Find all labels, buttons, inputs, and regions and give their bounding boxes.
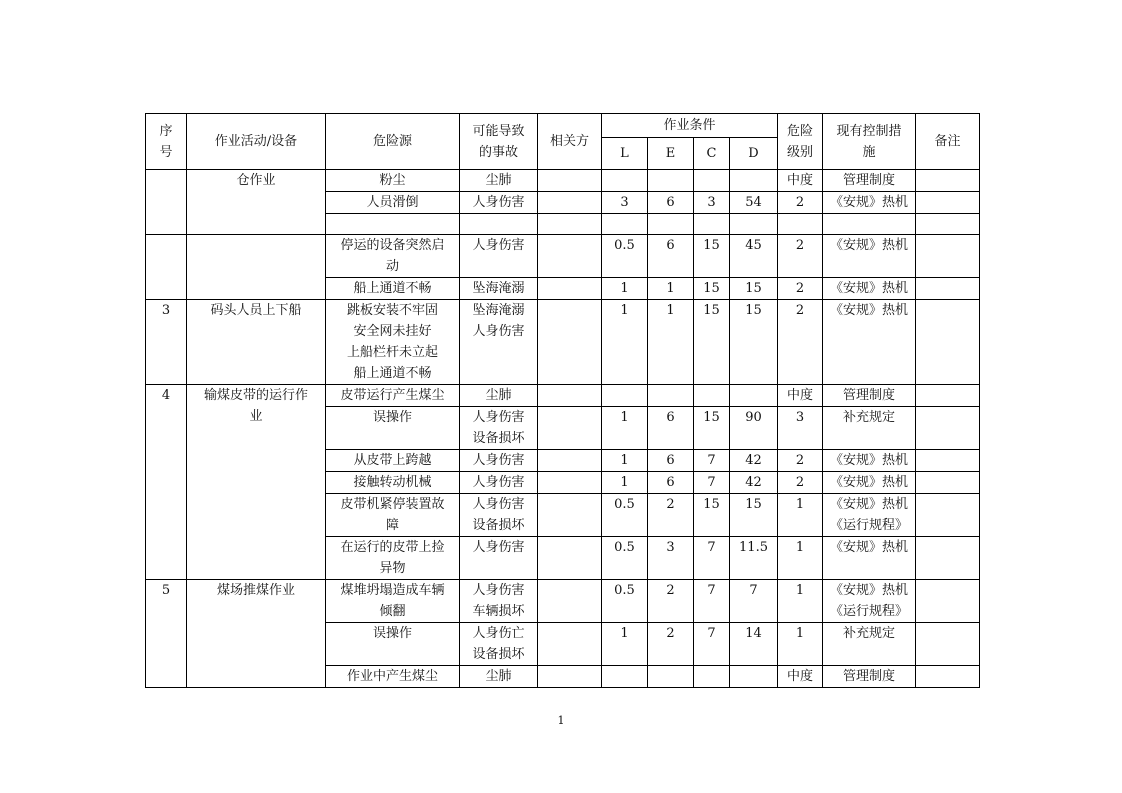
cell-e	[648, 214, 694, 235]
cell-d	[730, 170, 778, 192]
cell-hazard: 作业中产生煤尘	[326, 666, 460, 688]
cell-party	[538, 235, 602, 278]
cell-control: 《安规》热机	[823, 472, 916, 494]
cell-control: 《安规》热机	[823, 235, 916, 278]
cell-control: 《安规》热机	[823, 537, 916, 580]
cell-hazard: 煤堆坍塌造成车辆 倾翻	[326, 580, 460, 623]
cell-remark	[916, 385, 980, 407]
cell-l: 1	[602, 278, 648, 300]
cell-hazard: 从皮带上跨越	[326, 450, 460, 472]
cell-d	[730, 666, 778, 688]
cell-activity: 仓作业	[187, 170, 326, 235]
header-seq: 序 号	[146, 114, 187, 170]
cell-remark	[916, 450, 980, 472]
cell-remark	[916, 300, 980, 385]
cell-accident: 人身伤害	[460, 450, 538, 472]
cell-seq: 3	[146, 300, 187, 385]
cell-remark	[916, 494, 980, 537]
cell-level: 中度	[778, 385, 823, 407]
header-level: 危险 级别	[778, 114, 823, 170]
cell-l	[602, 170, 648, 192]
cell-c: 7	[694, 580, 730, 623]
cell-e: 1	[648, 300, 694, 385]
cell-c: 15	[694, 494, 730, 537]
cell-d: 15	[730, 494, 778, 537]
header-d: D	[730, 138, 778, 170]
cell-e: 2	[648, 494, 694, 537]
cell-party	[538, 170, 602, 192]
cell-accident: 人身伤害 设备损坏	[460, 407, 538, 450]
cell-c	[694, 385, 730, 407]
cell-e	[648, 170, 694, 192]
cell-c: 3	[694, 192, 730, 214]
cell-c: 7	[694, 623, 730, 666]
cell-l: 1	[602, 300, 648, 385]
table-row	[146, 580, 980, 623]
cell-control	[823, 214, 916, 235]
header-hazard: 危险源	[326, 114, 460, 170]
cell-l	[602, 214, 648, 235]
cell-hazard: 停运的设备突然启 动	[326, 235, 460, 278]
cell-accident: 人身伤害 车辆损坏	[460, 580, 538, 623]
cell-hazard	[326, 214, 460, 235]
cell-accident: 人身伤害	[460, 537, 538, 580]
cell-activity: 煤场推煤作业	[187, 580, 326, 688]
header-control: 现有控制措 施	[823, 114, 916, 170]
cell-c	[694, 170, 730, 192]
header-remark: 备注	[916, 114, 980, 170]
cell-control: 补充规定	[823, 623, 916, 666]
cell-accident: 坠海淹溺 人身伤害	[460, 300, 538, 385]
cell-hazard: 粉尘	[326, 170, 460, 192]
cell-level: 3	[778, 407, 823, 450]
cell-e: 6	[648, 450, 694, 472]
cell-level: 2	[778, 450, 823, 472]
cell-c: 15	[694, 278, 730, 300]
header-l: L	[602, 138, 648, 170]
cell-remark	[916, 580, 980, 623]
cell-activity	[187, 235, 326, 300]
cell-l: 1	[602, 450, 648, 472]
cell-hazard: 人员滑倒	[326, 192, 460, 214]
cell-level: 1	[778, 580, 823, 623]
cell-d: 42	[730, 450, 778, 472]
cell-d	[730, 214, 778, 235]
cell-control: 《安规》热机	[823, 192, 916, 214]
cell-e: 6	[648, 235, 694, 278]
cell-activity: 输煤皮带的运行作 业	[187, 385, 326, 580]
cell-remark	[916, 666, 980, 688]
cell-party	[538, 407, 602, 450]
header-party: 相关方	[538, 114, 602, 170]
cell-party	[538, 666, 602, 688]
cell-remark	[916, 192, 980, 214]
cell-hazard: 误操作	[326, 407, 460, 450]
table-row	[146, 170, 980, 192]
cell-remark	[916, 278, 980, 300]
cell-c: 7	[694, 537, 730, 580]
cell-control: 管理制度	[823, 385, 916, 407]
cell-accident: 人身伤害	[460, 472, 538, 494]
cell-level: 2	[778, 235, 823, 278]
cell-c: 15	[694, 235, 730, 278]
cell-e: 1	[648, 278, 694, 300]
cell-party	[538, 472, 602, 494]
cell-control: 补充规定	[823, 407, 916, 450]
cell-party	[538, 214, 602, 235]
cell-party	[538, 494, 602, 537]
cell-l: 0.5	[602, 235, 648, 278]
cell-l: 1	[602, 623, 648, 666]
cell-remark	[916, 407, 980, 450]
cell-d: 15	[730, 278, 778, 300]
cell-l: 3	[602, 192, 648, 214]
cell-l	[602, 385, 648, 407]
cell-accident: 坠海淹溺	[460, 278, 538, 300]
table-body	[146, 170, 980, 688]
cell-seq: 5	[146, 580, 187, 688]
cell-level: 1	[778, 494, 823, 537]
cell-seq	[146, 170, 187, 235]
cell-remark	[916, 214, 980, 235]
cell-d: 42	[730, 472, 778, 494]
cell-d: 90	[730, 407, 778, 450]
cell-e: 2	[648, 580, 694, 623]
cell-l: 1	[602, 407, 648, 450]
risk-assessment-table	[145, 113, 980, 688]
header-c: C	[694, 138, 730, 170]
cell-control: 《安规》热机 《运行规程》	[823, 494, 916, 537]
cell-remark	[916, 472, 980, 494]
cell-remark	[916, 623, 980, 666]
cell-c: 7	[694, 472, 730, 494]
cell-level: 2	[778, 300, 823, 385]
cell-c	[694, 666, 730, 688]
cell-seq: 4	[146, 385, 187, 580]
cell-e	[648, 385, 694, 407]
table-row	[146, 385, 980, 407]
cell-d: 54	[730, 192, 778, 214]
cell-level: 中度	[778, 170, 823, 192]
cell-e: 6	[648, 407, 694, 450]
cell-accident: 人身伤害 设备损坏	[460, 494, 538, 537]
cell-e: 2	[648, 623, 694, 666]
cell-control: 《安规》热机	[823, 300, 916, 385]
cell-e: 6	[648, 472, 694, 494]
cell-party	[538, 623, 602, 666]
cell-control: 《安规》热机	[823, 450, 916, 472]
cell-l	[602, 666, 648, 688]
cell-control: 管理制度	[823, 170, 916, 192]
cell-accident: 尘肺	[460, 385, 538, 407]
cell-control: 《安规》热机 《运行规程》	[823, 580, 916, 623]
cell-party	[538, 300, 602, 385]
cell-level: 2	[778, 472, 823, 494]
cell-d: 15	[730, 300, 778, 385]
cell-level: 2	[778, 192, 823, 214]
cell-hazard: 误操作	[326, 623, 460, 666]
cell-accident: 人身伤害	[460, 235, 538, 278]
cell-level: 1	[778, 623, 823, 666]
cell-level: 2	[778, 278, 823, 300]
cell-accident: 人身伤亡 设备损坏	[460, 623, 538, 666]
cell-level	[778, 214, 823, 235]
header-activity: 作业活动/设备	[187, 114, 326, 170]
cell-d: 7	[730, 580, 778, 623]
cell-hazard: 船上通道不畅	[326, 278, 460, 300]
page-number: 1	[557, 714, 565, 727]
cell-party	[538, 278, 602, 300]
header-e: E	[648, 138, 694, 170]
cell-party	[538, 580, 602, 623]
cell-d: 11.5	[730, 537, 778, 580]
cell-accident: 尘肺	[460, 170, 538, 192]
cell-c	[694, 214, 730, 235]
cell-activity: 码头人员上下船	[187, 300, 326, 385]
cell-hazard: 接触转动机械	[326, 472, 460, 494]
cell-l: 0.5	[602, 494, 648, 537]
table-row	[146, 300, 980, 385]
cell-accident	[460, 214, 538, 235]
cell-c: 15	[694, 407, 730, 450]
cell-l: 0.5	[602, 580, 648, 623]
cell-level: 1	[778, 537, 823, 580]
cell-e: 6	[648, 192, 694, 214]
cell-level: 中度	[778, 666, 823, 688]
cell-e: 3	[648, 537, 694, 580]
cell-seq	[146, 235, 187, 300]
cell-remark	[916, 170, 980, 192]
cell-l: 1	[602, 472, 648, 494]
cell-hazard: 皮带运行产生煤尘	[326, 385, 460, 407]
cell-hazard: 跳板安装不牢固 安全网未挂好 上船栏杆未立起 船上通道不畅	[326, 300, 460, 385]
header-accident: 可能导致 的事故	[460, 114, 538, 170]
cell-c: 15	[694, 300, 730, 385]
cell-party	[538, 385, 602, 407]
cell-control: 《安规》热机	[823, 278, 916, 300]
cell-accident: 尘肺	[460, 666, 538, 688]
cell-e	[648, 666, 694, 688]
cell-hazard: 在运行的皮带上捡 异物	[326, 537, 460, 580]
cell-remark	[916, 235, 980, 278]
cell-d	[730, 385, 778, 407]
cell-accident: 人身伤害	[460, 192, 538, 214]
table-row	[146, 235, 980, 278]
cell-hazard: 皮带机紧停装置故 障	[326, 494, 460, 537]
cell-party	[538, 537, 602, 580]
cell-remark	[916, 537, 980, 580]
cell-party	[538, 450, 602, 472]
cell-d: 14	[730, 623, 778, 666]
header-conditions: 作业条件	[602, 114, 778, 138]
cell-c: 7	[694, 450, 730, 472]
cell-party	[538, 192, 602, 214]
cell-l: 0.5	[602, 537, 648, 580]
cell-control: 管理制度	[823, 666, 916, 688]
cell-d: 45	[730, 235, 778, 278]
